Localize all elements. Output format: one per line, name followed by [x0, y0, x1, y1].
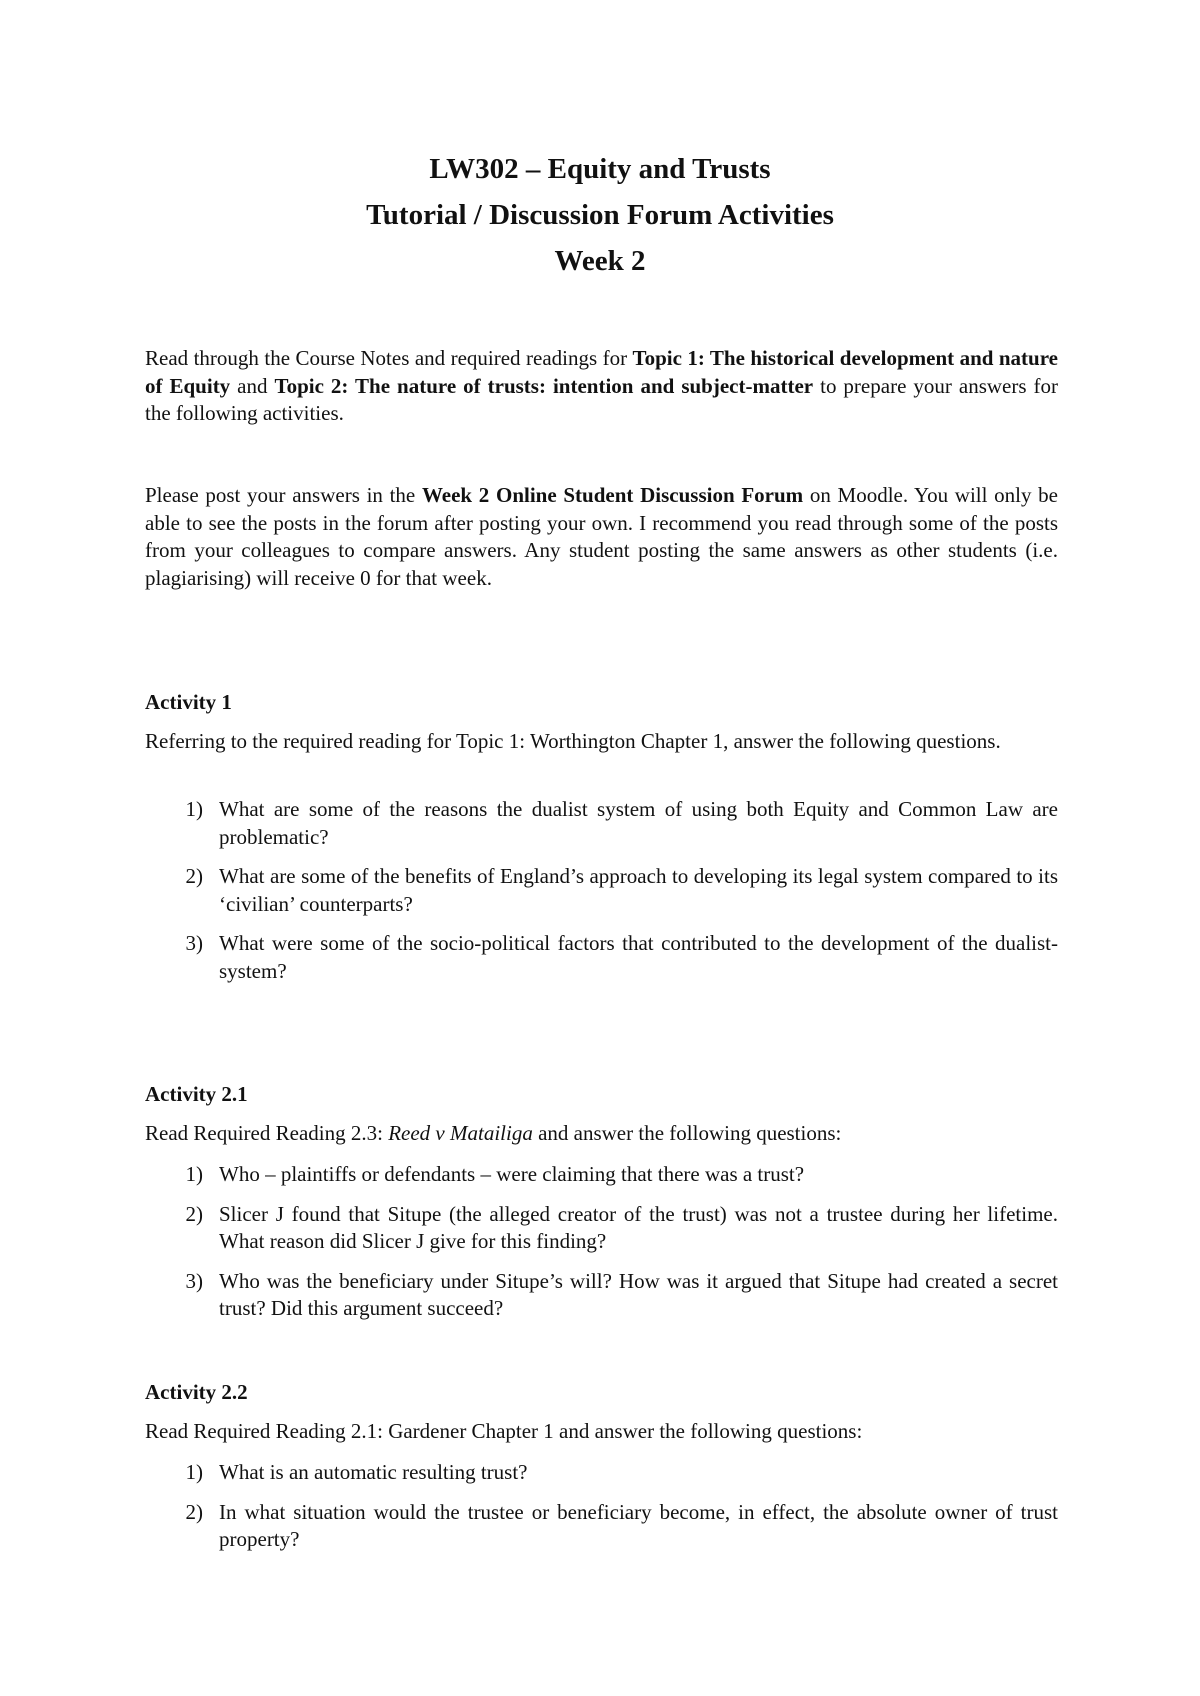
question-item	[145, 1499, 1058, 1554]
topic-2-name: Topic 2: The nature of trusts: intention and subject-matter	[274, 373, 814, 398]
topic-1-name: Topic 1: The historical development and nature of Equity	[145, 346, 1058, 398]
intro-paragraph-forum	[145, 482, 1058, 592]
activity-2-2-heading: Activity 2.2	[145, 1380, 248, 1404]
question-item	[145, 1459, 1058, 1487]
activity-2-2-questions	[145, 1459, 1058, 1566]
activity-2-1-questions	[145, 1161, 1058, 1335]
question-text: In what situation would the trustee or beneficiary become, in effect, the absolute owner of trust property?	[219, 1499, 1058, 1551]
question-item	[145, 930, 1058, 985]
intro-text: Please post your answers in the	[145, 483, 422, 507]
intro-paragraph-readings	[145, 345, 1058, 428]
question-item	[145, 796, 1058, 851]
week-label: Week 2	[554, 245, 646, 277]
intro-text: and answer the following questions:	[532, 1121, 842, 1145]
case-name: Reed v Matailiga	[388, 1121, 533, 1145]
intro-text: on Moodle. You will only be able to see the posts in the forum after posting your own. I recommend you read through some of the posts from your colleagues to compare answers. Any student posting the same answers as other students (i.e. plagiarising) will receive 0 for that week.	[145, 483, 1058, 590]
activity-2-1-heading: Activity 2.1	[145, 1082, 248, 1106]
question-text: Slicer J found that Situpe (the alleged creator of the trust) was not a trustee during her lifetime. What reason did Slicer J give for this finding?	[219, 1201, 1058, 1253]
intro-text: Read Required Reading 2.3:	[145, 1121, 389, 1145]
activity-1-heading: Activity 1	[145, 690, 232, 714]
activity-2-2-intro: Read Required Reading 2.1: Gardener Chapter 1 and answer the following questions:	[145, 1419, 863, 1443]
question-item	[145, 1161, 1058, 1189]
question-number: 1)	[185, 1162, 203, 1186]
question-number: 3)	[185, 1268, 203, 1293]
question-text: What were some of the socio-political factors that contributed to the development of the dualist-system?	[219, 931, 1058, 983]
question-number: 1)	[185, 797, 203, 821]
question-item	[145, 863, 1058, 918]
intro-text: to prepare your answers for the following activities.	[145, 373, 1058, 425]
intro-text: and	[230, 373, 275, 398]
course-title: LW302 – Equity and Trusts	[429, 153, 771, 185]
question-number: 2)	[185, 1201, 203, 1226]
question-text: What is an automatic resulting trust?	[219, 1460, 528, 1484]
title-block	[0, 146, 1200, 284]
question-number: 3)	[185, 931, 203, 955]
question-item	[145, 1268, 1058, 1323]
question-number: 1)	[185, 1460, 203, 1484]
question-number: 2)	[185, 1499, 203, 1524]
question-number: 2)	[185, 864, 203, 888]
activity-1-questions	[145, 796, 1058, 997]
question-text: Who was the beneficiary under Situpe’s will? How was it argued that Situpe had created a secret trust? Did this argument succeed?	[219, 1268, 1058, 1320]
activity-2-1-intro	[145, 1120, 1058, 1148]
question-text: What are some of the benefits of England’s approach to developing its legal system compared to its ‘civilian’ counterparts?	[219, 864, 1058, 916]
question-text: Who – plaintiffs or defendants – were claiming that there was a trust?	[219, 1162, 805, 1186]
forum-name: Week 2 Online Student Discussion Forum	[421, 483, 804, 507]
question-item	[145, 1201, 1058, 1256]
intro-text: Read through the Course Notes and required readings for	[145, 346, 633, 370]
activity-1-intro: Referring to the required reading for Topic 1: Worthington Chapter 1, answer the following questions.	[145, 729, 1001, 753]
document-subtitle: Tutorial / Discussion Forum Activities	[366, 199, 834, 231]
question-text: What are some of the reasons the dualist system of using both Equity and Common Law are problematic?	[219, 797, 1058, 849]
